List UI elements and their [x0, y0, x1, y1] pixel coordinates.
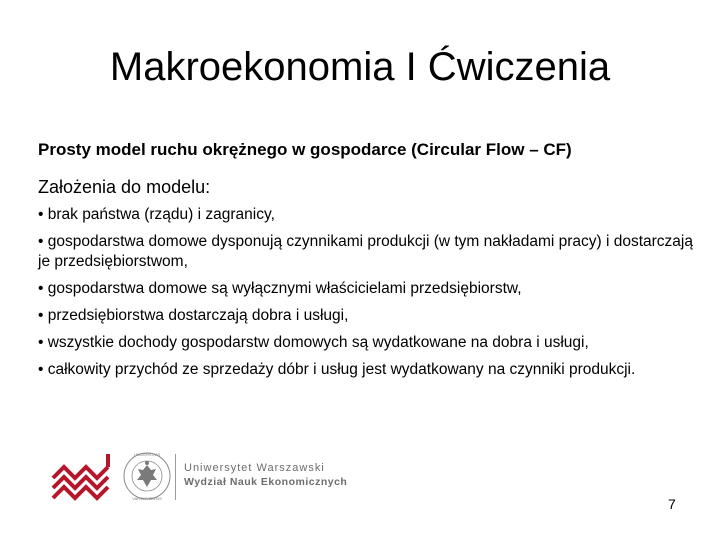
list-item: • przedsiębiorstwa dostarczają dobra i usługi,: [38, 307, 349, 324]
seal-top-text: UNIVERSITAS: [133, 452, 161, 457]
faculty-name: Wydział Nauk Ekonomicznych: [184, 476, 348, 488]
list-item: • brak państwa (rządu) i zagranicy,: [38, 206, 275, 223]
assumptions-list: [38, 205, 698, 387]
list-item: • całkowity przychód ze sprzedaży dóbr i usług jest wydatkowany na czynniki produkcji.: [38, 361, 636, 378]
assumptions-heading: Założenia do modelu:: [38, 177, 211, 197]
page-number: 7: [668, 496, 676, 512]
faculty-zigzag-icon: [50, 448, 112, 504]
faculty-logo: [50, 448, 370, 508]
slide-title: Makroekonomia I Ćwiczenia: [109, 45, 611, 89]
university-name: Uniwersytet Warszawski: [184, 462, 325, 474]
list-item: • wszystkie dochody gospodarstw domowych są wydatkowane na dobra i usługi,: [38, 334, 589, 351]
university-seal-icon: [122, 448, 172, 504]
list-item: • gospodarstwa domowe dysponują czynnikami produkcji (w tym nakładami pracy) i dostarczają je przedsiębiorstwom,: [38, 233, 693, 270]
slide-subtitle: Prosty model ruchu okrężnego w gospodarce (Circular Flow – CF): [38, 140, 572, 159]
seal-bottom-text: VARSOVIENSIS: [132, 496, 162, 501]
logo-divider: [175, 454, 176, 500]
list-item: • gospodarstwa domowe są wyłącznymi właścicielami przedsiębiorstw,: [38, 280, 522, 297]
